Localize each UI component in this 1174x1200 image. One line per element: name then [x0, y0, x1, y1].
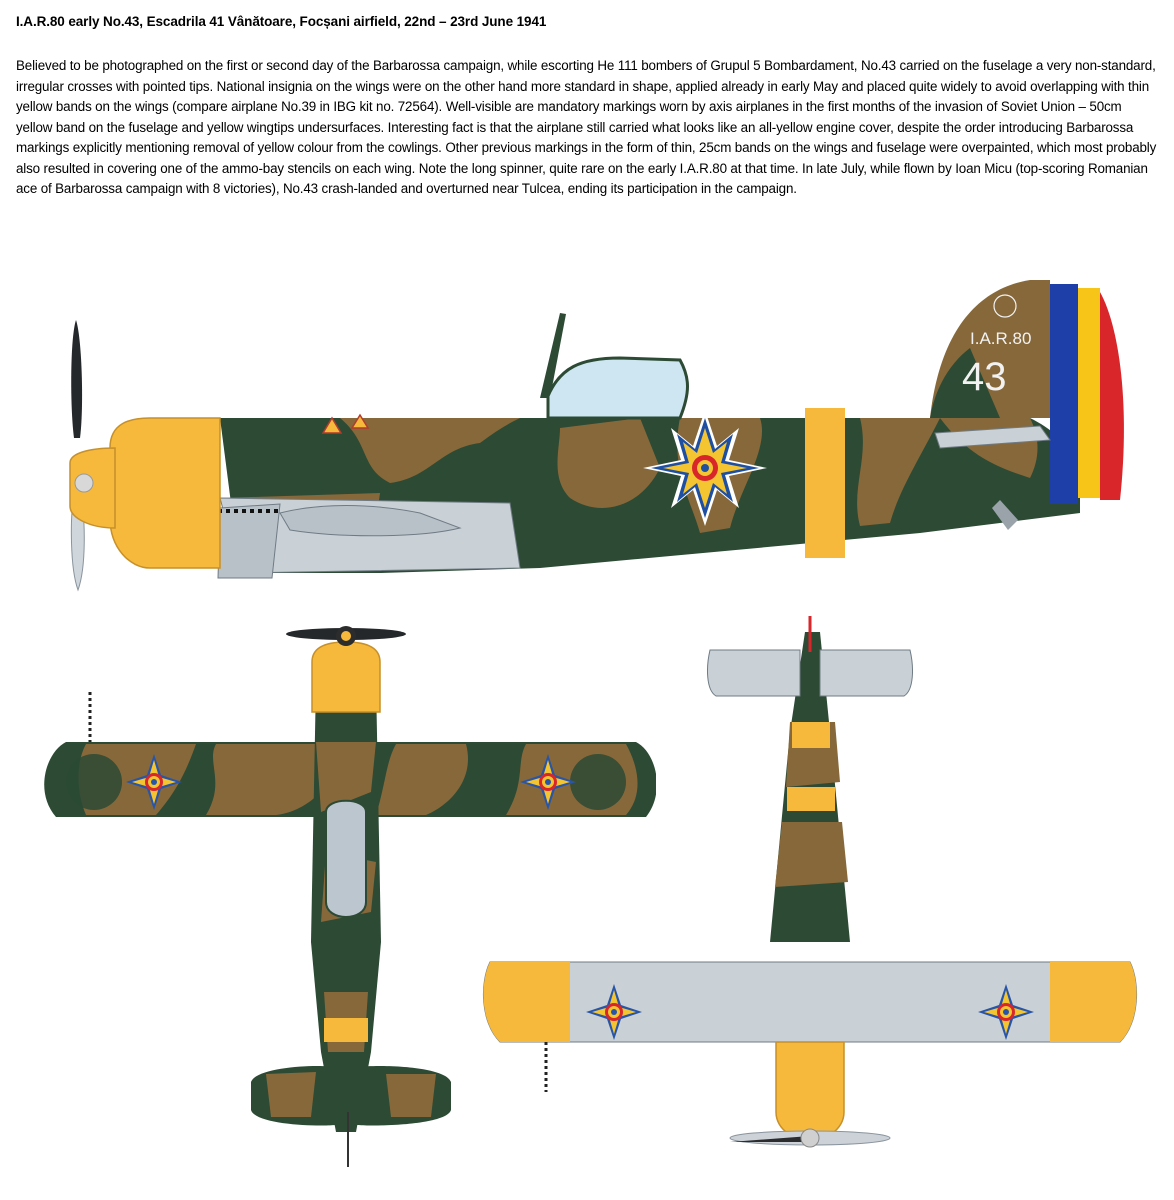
page-title: I.A.R.80 early No.43, Escadrila 41 Vânătoare, Focșani airfield, 22nd – 23rd June 1941	[16, 14, 547, 29]
engine-cowling	[70, 418, 220, 568]
horizontal-tail	[251, 1066, 451, 1167]
engine-cowling-top	[286, 626, 406, 712]
bottom-view-plan	[470, 612, 1150, 1172]
side-view-profile	[40, 268, 1140, 608]
fuselage-top	[311, 682, 381, 1132]
fin-type-label: I.A.R.80	[970, 329, 1032, 348]
fuselage-side	[210, 280, 1124, 578]
fin-number: 43	[962, 355, 1007, 399]
engine-cowling-bottom	[730, 1042, 890, 1147]
description-paragraph: Believed to be photographed on the first or second day of the Barbarossa campaign, while escorting He 111 bombers of Grupul 5 Bombardament, No.43 carried on the fuselage a very non-standard, irregular crosses with pointed tips. National insignia on the wings were on the other hand more standard in shape, applied already in early May and placed quite widely to avoid overlapping with thin yellow bands on the wings (compare airplane No.39 in IBG kit no. 72564). Well-visible are mandatory markings worn by axis airplanes in the first months of the invasion of Soviet Union – 50cm yellow band on the fuselage and yellow wingtips undersurfaces. Interesting fact is that the airplane still carried what looks like an all-yellow engine cover, despite the order introducing Barbarossa markings explicitly mentioning removal of yellow colour from the cowlings. Other previous markings in the form of thin, 25cm bands on the wings and fuselage were overpainted, which most probably also resulted in covering one of the ammo-bay stencils on each wing. Note the long spinner, quite rare on the early I.A.R.80 at that time. In late July, while flown by Ioan Micu (top-scoring Romanian ace of Barbarossa campaign with 8 victories), No.43 crash-landed and overturned near Tulcea, ending its participation in the campaign.	[16, 58, 1157, 196]
